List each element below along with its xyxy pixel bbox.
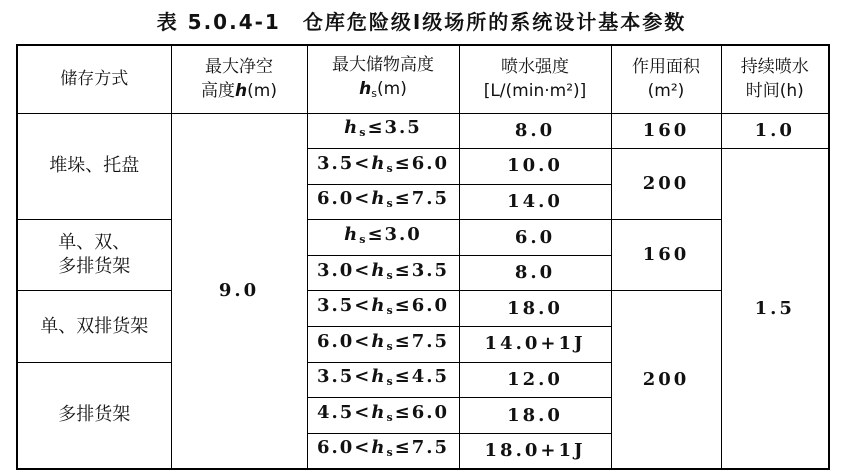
header-hs-sub: s [371,86,377,100]
operating-area-value: 200 [611,291,721,469]
spray-intensity-value: 14.0 [459,184,611,220]
operating-area-value: 160 [611,220,721,291]
spray-intensity-value: 18.0 [459,291,611,327]
header-max-clear-height [171,45,307,113]
header-duration-line2: 时间(h) [745,81,804,102]
storage-height-range: $4.5<h_s\le 6.0$ [307,398,459,434]
table-row [17,113,829,149]
header-operating-area [611,45,721,113]
spray-intensity-value: 8.0 [459,255,611,291]
duration-value: 1.5 [721,149,829,469]
spray-intensity-value: 8.0 [459,113,611,149]
duration-value: 1.0 [721,113,829,149]
storage-multi-rack: 多排货架 [17,362,171,469]
header-operating-area-line2: (m²) [647,81,685,102]
header-max-storage-height-line2 [308,77,459,106]
storage-single-double-multi-line2: 多排货架 [58,256,131,278]
header-spray-intensity [459,45,611,113]
header-hs-unit: (m) [377,78,407,99]
max-clear-height-value: 9.0 [171,113,307,469]
spray-intensity-value: 10.0 [459,149,611,185]
storage-height-range: $6.0<h_s\le 7.5$ [307,433,459,469]
header-max-storage-height-line1: 最大储物高度 [332,54,434,75]
header-max-storage-height [307,45,459,113]
header-spray-intensity-line1: 喷水强度 [501,57,569,78]
header-operating-area-line1: 作用面积 [632,57,700,78]
storage-height-range: $3.5<h_s\le 6.0$ [307,291,459,327]
header-max-clear-height-unit: (m) [247,81,277,102]
operating-area-value: 200 [611,149,721,220]
storage-height-range: $3.5<h_s\le 4.5$ [307,362,459,398]
header-hs-var: h [359,78,372,99]
table-row [17,220,829,256]
spray-intensity-value: 14.0+1J [459,327,611,363]
spray-intensity-value: 6.0 [459,220,611,256]
storage-height-range: $h_s\le 3.5$ [307,113,459,149]
storage-pile-pallet: 堆垛、托盘 [17,113,171,220]
table-title: 表 5.0.4-1 仓库危险级Ⅰ级场所的系统设计基本参数 [156,10,687,34]
operating-area-value: 160 [611,113,721,149]
storage-single-double-rack: 单、双排货架 [17,291,171,362]
storage-height-range: $6.0<h_s\le 7.5$ [307,184,459,220]
storage-height-range: $h_s\le 3.0$ [307,220,459,256]
header-storage: 储存方式 [17,45,171,113]
table-row [17,291,829,327]
storage-single-double-multi-line1: 单、双、 [58,232,131,254]
storage-height-range: $6.0<h_s\le 7.5$ [307,327,459,363]
storage-height-range: $3.0<h_s\le 3.5$ [307,255,459,291]
header-max-clear-height-line2 [172,79,307,103]
header-max-clear-height-var: h [235,81,248,102]
storage-height-range: $3.5<h_s\le 6.0$ [307,149,459,185]
header-max-clear-height-line1: 最大净空 [205,57,273,78]
header-spray-intensity-line2: [L/(min·m²)] [483,81,587,102]
spray-intensity-value: 12.0 [459,362,611,398]
spray-intensity-value: 18.0 [459,398,611,434]
header-duration-line1: 持续喷水 [740,57,809,78]
header-max-clear-height-prefix: 高度 [201,81,236,102]
spray-intensity-value: 18.0+1J [459,433,611,469]
header-row [17,45,829,113]
storage-single-double-multi-rack [17,220,171,291]
design-parameters-table [16,44,830,470]
header-duration [721,45,829,113]
